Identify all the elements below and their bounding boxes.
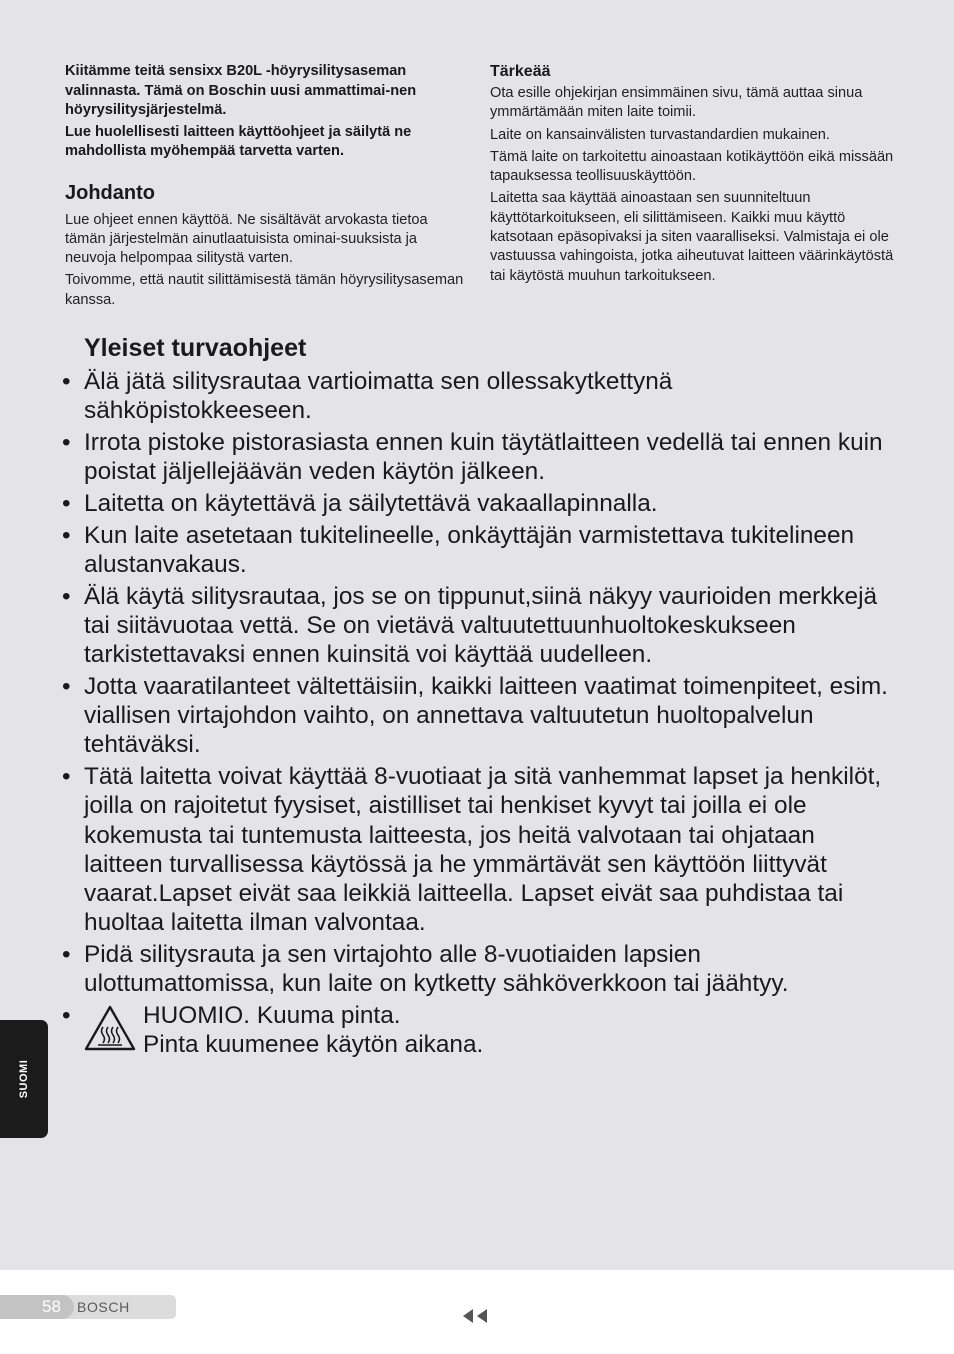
page-number-box <box>0 1295 74 1319</box>
johdanto-paragraph: Toivomme, että nautit silittämisestä tämän höyrysilitysaseman kanssa. <box>65 272 464 308</box>
left-column <box>65 62 465 313</box>
intro-read-instructions: Lue huolellisesti laitteen käyttöohjeet ja säilytä ne mahdollista myöhempää tarvetta varten. <box>65 123 412 159</box>
tarkeaa-paragraph: Tämä laite on tarkoitettu ainoastaan kotikäyttöön eikä missään tapauksessa teollisuuskäyttöön. <box>490 148 894 185</box>
safety-section <box>62 331 892 1061</box>
list-item <box>62 367 892 425</box>
language-tab <box>0 1020 48 1138</box>
list-item-text: Tätä laitetta voivat käyttää 8-vuotiaat ja sitä vanhemmat lapset ja henkilöt, joilla on rajoitetut fyysiset, aistilliset tai henkiset kyvyt tai joilla ei ole kokemusta tai tuntemusta laitteesta, jos heitä valvotaan tai ohjataan laitteen turvallisessa käytössä ja he ymmärtävät sen käyttöön liittyvät vaarat.Lapset eivät saa leikkiä laitteella. Lapset eivät saa puhdistaa tai huoltaa laitetta ilman valvontaa. <box>84 763 882 937</box>
language-tab-label: SUOMI <box>18 1059 30 1099</box>
tarkeaa-paragraph: Ota esille ohjekirjan ensimmäinen sivu, tämä auttaa sinua ymmärtämään miten laite toimii. <box>490 85 863 121</box>
right-column <box>490 62 900 289</box>
list-item <box>62 582 892 670</box>
list-item <box>62 762 892 937</box>
brand-label: BOSCH <box>77 1299 130 1315</box>
list-item-text: Laitetta on käytettävä ja säilytettävä vakaallapinnalla. <box>84 490 658 517</box>
bullet-icon: • <box>62 521 71 549</box>
hot-surface-warning-icon <box>84 1005 136 1051</box>
safety-list <box>62 367 892 998</box>
bullet-icon: • <box>62 490 71 517</box>
list-item-text: Älä käytä silitysrautaa, jos se on tippunut,siinä näkyy vaurioiden merkkejä tai siitävuotaa vettä. Se on vietävä valtuutettuunhuoltokeskukseen tarkistettavaksi ennen kuinsitä voi käyttää uudelleen. <box>84 582 878 669</box>
hot-surface-warning <box>62 1001 892 1061</box>
list-item <box>62 672 892 760</box>
bullet-icon: • <box>62 582 71 610</box>
double-left-arrow-icon[interactable] <box>462 1308 490 1324</box>
johdanto-heading: Johdanto <box>65 181 155 204</box>
list-item-text: Pidä silitysrauta ja sen virtajohto alle 8-vuotiaiden lapsien ulottumattomissa, kun laite on kytketty sähköverkkoon tai jäähtyy. <box>84 941 789 998</box>
tarkeaa-paragraph: Laite on kansainvälisten turvastandardien mukainen. <box>490 126 830 143</box>
warning-line-2: Pinta kuumenee käytön aikana. <box>143 1031 484 1059</box>
list-item-text: Jotta vaaratilanteet vältettäisiin, kaikki laitteen vaatimat toimenpiteet, esim. viallisen virtajohdon vaihto, on annettava valtuutetun huoltopalvelun tehtäväksi. <box>84 673 888 759</box>
warning-line-1: HUOMIO. Kuuma pinta. <box>143 1002 401 1030</box>
page-number: 58 <box>42 1297 61 1316</box>
list-item-text: Kun laite asetetaan tukitelineelle, onkäyttäjän varmistettava tukitelineen alustanvakaus. <box>84 521 855 578</box>
tarkeaa-heading: Tärkeää <box>490 63 551 80</box>
bullet-icon: • <box>62 368 71 395</box>
bullet-icon: • <box>62 429 71 456</box>
list-item <box>62 521 892 579</box>
tarkeaa-paragraph: Laitetta saa käyttää ainoastaan sen suunniteltuun käyttötarkoitukseen, eli silittämiseen. Kaikki muu käyttö katsotaan epäsopivaksi ja siten vaaralliseksi. Valmistaja ei ole vastuussa vahingoista, jotka aiheutuvat laitteen väärinkäytöstä tai käytöstä muuhun tarkoitukseen. <box>490 190 894 284</box>
bullet-icon: • <box>62 763 71 791</box>
johdanto-paragraph: Lue ohjeet ennen käyttöä. Ne sisältävät arvokasta tietoa tämän järjestelmän ainutlaatuisista ominai-suuksista ja neuvoja helpompaa silitystä varten. <box>65 211 428 267</box>
list-item <box>62 940 892 998</box>
list-item-text: Irrota pistoke pistorasiasta ennen kuin täytätlaitteen vedellä tai ennen kuin poistat jäljellejäävän veden käytön jälkeen. <box>84 429 883 486</box>
warning-text <box>143 1001 483 1059</box>
bullet-icon: • <box>62 941 71 969</box>
list-item-text: Älä jätä silitysrautaa vartioimatta sen ollessakytkettynä sähköpistokkeeseen. <box>84 368 673 425</box>
bullet-icon: • <box>62 673 71 700</box>
list-item <box>62 428 892 486</box>
safety-title: Yleiset turvaohjeet <box>84 334 307 362</box>
intro-thanks: Kiitämme teitä sensixx B20L -höyrysilitysaseman valinnasta. Tämä on Boschin uusi ammattimai-nen höyrysilitysjärjestelmä. <box>65 63 417 118</box>
list-item <box>62 489 892 518</box>
bullet-icon: • <box>62 1002 71 1030</box>
